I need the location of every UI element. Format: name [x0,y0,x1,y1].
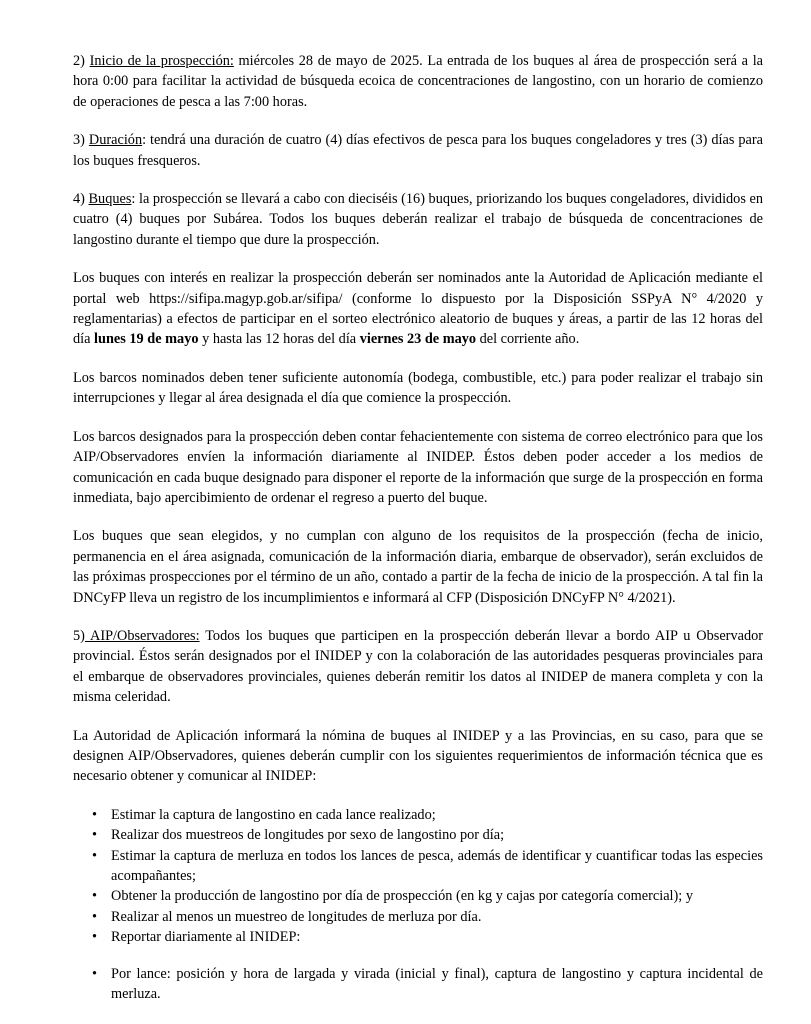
section-observadores [73,626,763,708]
section-heading: Buques [88,191,132,208]
section-number: 2) [73,53,85,69]
list-item: • Reportar diariamente al INIDEP: [111,927,763,947]
section-number: 3) [73,132,85,149]
requirements-list [73,805,763,948]
section-text: : la prospección se llevará a cabo con dieciséis (16) buques, priorizando los buques congeladores, divididos en cuatro (4) buques por Subárea. Todos los buques deberán realizar el trabajo de búsqueda de concentraciones de langostino durante el tiempo que dure la prospección. [73,191,763,248]
section-text: : tendrá una duración de cuatro (4) días efectivos de pesca para los buques congeladores y tres (3) días para los buques fresqueros. [73,132,764,169]
list-item: • Realizar dos muestreos de longitudes por sexo de langostino por día; [111,825,763,845]
list-item: • Realizar al menos un muestreo de longitudes de merluza por día. [111,907,763,927]
date-start: lunes 19 de mayo [94,331,199,348]
paragraph-nominacion [73,268,763,350]
section-text: miércoles 28 de mayo de 2025. La entrada de los buques al área de prospección será a la hora 0:00 para facilitar la actividad de búsqueda ecoica de concentraciones de langostino, con un horario de comienzo de operaciones de pesca a las 7:00 horas. [73,53,764,110]
report-list [73,964,763,1005]
document-page [73,51,763,1004]
section-number: 4) [73,191,85,208]
paragraph-autoridad: La Autoridad de Aplicación informará la nómina de buques al INIDEP y a las Provincias, en su caso, para que se designen AIP/Observadores, quienes deberán cumplir con los siguientes requerimientos de información técnica que es necesario obtener y comunicar al INIDEP: [73,727,763,785]
section-inicio [73,51,763,112]
section-heading: Inicio de la prospección: [89,53,234,69]
paragraph-autonomia: Los barcos nominados deben tener suficiente autonomía (bodega, combustible, etc.) para poder realizar el trabajo sin interrupciones y llegar al área designada el día que comience la prospección. [73,369,763,407]
list-item: • Por lance: posición y hora de largada y virada (inicial y final), captura de langostino y captura incidental de merluza. [111,964,763,1005]
list-item: • Estimar la captura de langostino en cada lance realizado; [111,805,763,825]
section-number: 5) [73,627,85,644]
paragraph-incumplimiento: Los buques que sean elegidos, y no cumplan con alguno de los requisitos de la prospección (fecha de inicio, permanencia en el área asignada, comunicación de la información diaria, embarque de observador), serán excluidos de las próximas prospecciones por el término de un año, contado a partir de la fecha de inicio de la prospección. A tal fin la DNCyFP lleva un registro de los incumplimientos e informará al CFP (Disposición DNCyFP N° 4/2021). [73,528,763,606]
paragraph-correo: Los barcos designados para la prospección deben contar fehacientemente con sistema de correo electrónico para que los AIP/Observadores envíen la información diariamente al INIDEP. Éstos deben poder acceder a los medios de comunicación en cada buque designado para disponer el reporte de la información que surge de la prospección en forma inmediata, bajo apercibimiento de ordenar el regreso a puerto del buque. [73,428,763,506]
section-buques [73,189,763,250]
paragraph-text: y hasta las 12 horas del día [198,331,360,348]
paragraph-text: Los buques con interés en realizar la prospección deberán ser nominados ante la Autoridad de Aplicación mediante el portal web https://sifipa.magyp.gob.ar/sifipa/ (conforme lo dispuesto por la Disposición SSPyA N° 4/2020 y reglamentarias) a efectos de participar en el sorteo electrónico aleatorio de buques y áreas, a partir de las 12 horas del día [73,270,763,348]
section-heading: AIP/Observadores: [84,627,200,644]
paragraph-text: del corriente año. [476,331,580,348]
date-end: viernes 23 de mayo [359,331,477,348]
list-item: • Obtener la producción de langostino por día de prospección (en kg y cajas por categoría comercial); y [111,886,763,906]
section-text: Todos los buques que participen en la prospección deberán llevar a bordo AIP u Observador provincial. Éstos serán designados por el INIDEP y con la colaboración de las autoridades pesqueras provinciales para el embarque de observadores provinciales, quienes deberán remitir los datos al INIDEP de manera completa y con la misma celeridad. [73,627,763,706]
section-duracion [73,130,763,171]
section-heading: Duración [88,132,143,149]
list-item: • Estimar la captura de merluza en todos los lances de pesca, además de identificar y cuantificar todas las especies acompañantes; [111,846,763,887]
